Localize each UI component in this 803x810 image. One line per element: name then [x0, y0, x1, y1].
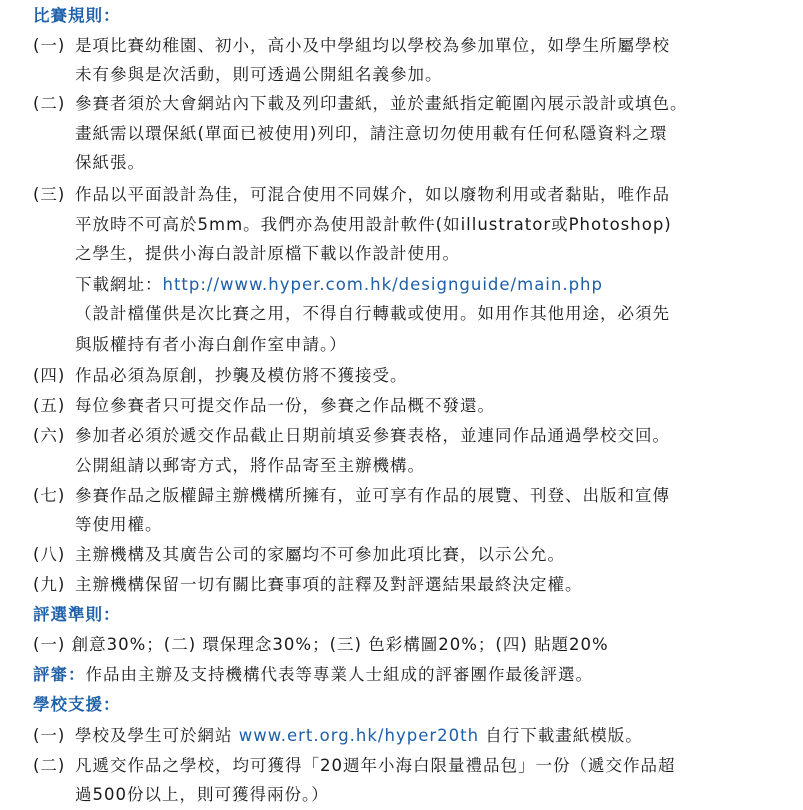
download-line: [75, 270, 603, 300]
rule-2-text: 保紙張。: [75, 153, 145, 172]
rule-7-number: (七): [33, 486, 66, 505]
rule-8-text: 主辦機構及其廣告公司的家屬均不可參加此項比賽，以示公允。: [75, 545, 565, 564]
rule-1-number: (一): [33, 36, 66, 55]
rule-5-text: 每位參賽者只可提交作品一份，參賽之作品概不發還。: [75, 396, 495, 415]
rule-3-text: 之學生，提供小海白設計原檔下載以作設計使用。: [75, 244, 460, 263]
support-1-line: [75, 721, 643, 751]
rule-6-text: 參加者必須於遞交作品截止日期前填妥參賽表格，並連同作品通過學校交回。: [75, 426, 670, 445]
support-1-number: (一): [33, 726, 66, 745]
support-2-text: 凡遞交作品之學校，均可獲得「20週年小海白限量禮品包」一份（遞交作品超: [75, 756, 676, 775]
support-2-number: (二): [33, 756, 66, 775]
download-label: 下載網址：: [75, 275, 163, 294]
rule-7-text: 等使用權。: [75, 515, 163, 534]
rule-7-text: 參賽作品之版權歸主辦機構所擁有，並可享有作品的展覽、刊登、出版和宣傳: [75, 486, 670, 505]
rule-2-text: 畫紙需以環保紙(單面已被使用)列印，請注意切勿使用載有任何私隱資料之環: [75, 124, 668, 143]
download-link[interactable]: http://www.hyper.com.hk/designguide/main.php: [162, 275, 603, 294]
rule-3-number: (三): [33, 185, 66, 204]
judging-label: 評審：: [33, 665, 86, 684]
rule-9-number: (九): [33, 575, 66, 594]
rule-1-text: 是項比賽幼稚園、初小，高小及中學組均以學校為參加單位，如學生所屬學校: [75, 36, 670, 55]
rule-3-text: 作品以平面設計為佳，可混合使用不同媒介，如以廢物利用或者黏貼，唯作品: [75, 185, 670, 204]
template-download-link[interactable]: www.ert.org.hk/hyper20th: [238, 726, 480, 745]
rule-5-number: (五): [33, 396, 66, 415]
rule-6-number: (六): [33, 426, 66, 445]
judging-line: [33, 660, 593, 690]
rules-heading: 比賽規則：: [33, 6, 121, 25]
support-2-text: 過500份以上，則可獲得兩份。）: [75, 785, 329, 804]
rule-2-number: (二): [33, 94, 66, 113]
rule-6-text: 公開組請以郵寄方式，將作品寄至主辦機構。: [75, 456, 425, 475]
support-1-text: 自行下載畫紙模版。: [479, 726, 643, 745]
rule-2-text: 參賽者須於大會網站內下載及列印畫紙，並於畫紙指定範圍內展示設計或填色。: [75, 94, 688, 113]
rule-9-text: 主辦機構保留一切有關比賽事項的註釋及對評選結果最終決定權。: [75, 575, 583, 594]
rule-4-number: (四): [33, 366, 66, 385]
support-1-text: 學校及學生可於網站: [75, 726, 239, 745]
criteria-text: (一) 創意30%；(二) 環保理念30%；(三) 色彩構圖20%；(四) 貼題20%: [33, 635, 609, 654]
criteria-heading: 評選準則：: [33, 605, 121, 624]
rule-1-text: 未有參與是次活動，則可透過公開組名義參加。: [75, 65, 443, 84]
rule-8-number: (八): [33, 545, 66, 564]
rule-3-text: 平放時不可高於5mm。我們亦為使用設計軟件(如illustrator或Photoshop): [75, 215, 672, 234]
rule-4-text: 作品必須為原創，抄襲及模仿將不獲接受。: [75, 366, 408, 385]
design-file-note: 與版權持有者小海白創作室申請。）: [75, 335, 347, 354]
support-heading: 學校支援：: [33, 695, 121, 714]
design-file-note: （設計檔僅供是次比賽之用，不得自行轉載或使用。如用作其他用途，必須先: [75, 304, 670, 323]
judging-text: 作品由主辦及支持機構代表等專業人士組成的評審團作最後評選。: [85, 665, 593, 684]
